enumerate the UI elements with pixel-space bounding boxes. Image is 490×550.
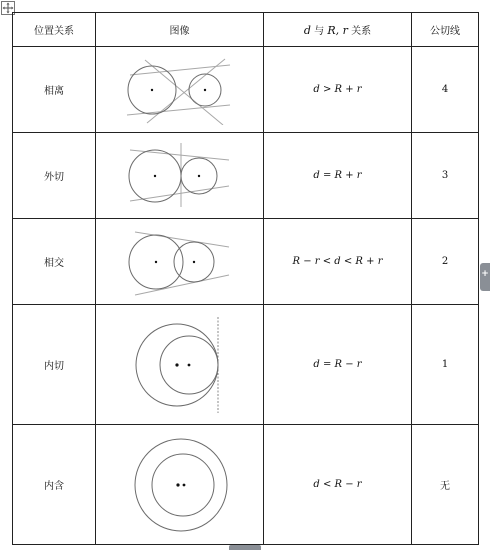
circle-relations-table (12, 12, 412, 545)
header-tangents: 公切线 (412, 13, 479, 47)
tangent-count-column (411, 12, 479, 545)
row-relation: d < R − r (264, 425, 412, 545)
contained-circles-figure (96, 425, 264, 545)
add-column-tab[interactable] (480, 263, 490, 291)
add-row-tab[interactable] (229, 545, 261, 550)
header-position: 位置关系 (13, 13, 96, 47)
table-row (13, 219, 412, 305)
header-relation-suffix: 关系 (351, 26, 372, 37)
row-tangents: 2 (412, 219, 479, 305)
row-position: 相交 (13, 219, 96, 305)
table-row (13, 133, 412, 219)
row-tangents: 1 (412, 305, 479, 425)
header-relation-vars: R, r (327, 24, 348, 37)
row-tangents: 4 (412, 47, 479, 133)
header-image: 图像 (96, 13, 264, 47)
row-tangents: 无 (412, 425, 479, 545)
row-tangents: 3 (412, 133, 479, 219)
row-relation: R − r < d < R + r (264, 219, 412, 305)
internally-tangent-circles-figure (96, 305, 264, 425)
header-relation-mid: 与 (314, 26, 325, 37)
intersecting-circles-figure (96, 219, 264, 305)
row-position: 外切 (13, 133, 96, 219)
plus-icon: + (481, 269, 489, 279)
row-relation: d > R + r (264, 47, 412, 133)
table-header-row (13, 13, 412, 47)
header-relation-d: d (303, 24, 311, 37)
row-position: 相离 (13, 47, 96, 133)
separate-circles-figure (96, 47, 264, 133)
externally-tangent-circles-figure (96, 133, 264, 219)
row-relation: d = R − r (264, 305, 412, 425)
table-row (13, 47, 412, 133)
row-relation: d = R + r (264, 133, 412, 219)
row-position: 内切 (13, 305, 96, 425)
header-relation (264, 13, 412, 47)
table-row (13, 425, 412, 545)
table-row (13, 305, 412, 425)
row-position: 内含 (13, 425, 96, 545)
